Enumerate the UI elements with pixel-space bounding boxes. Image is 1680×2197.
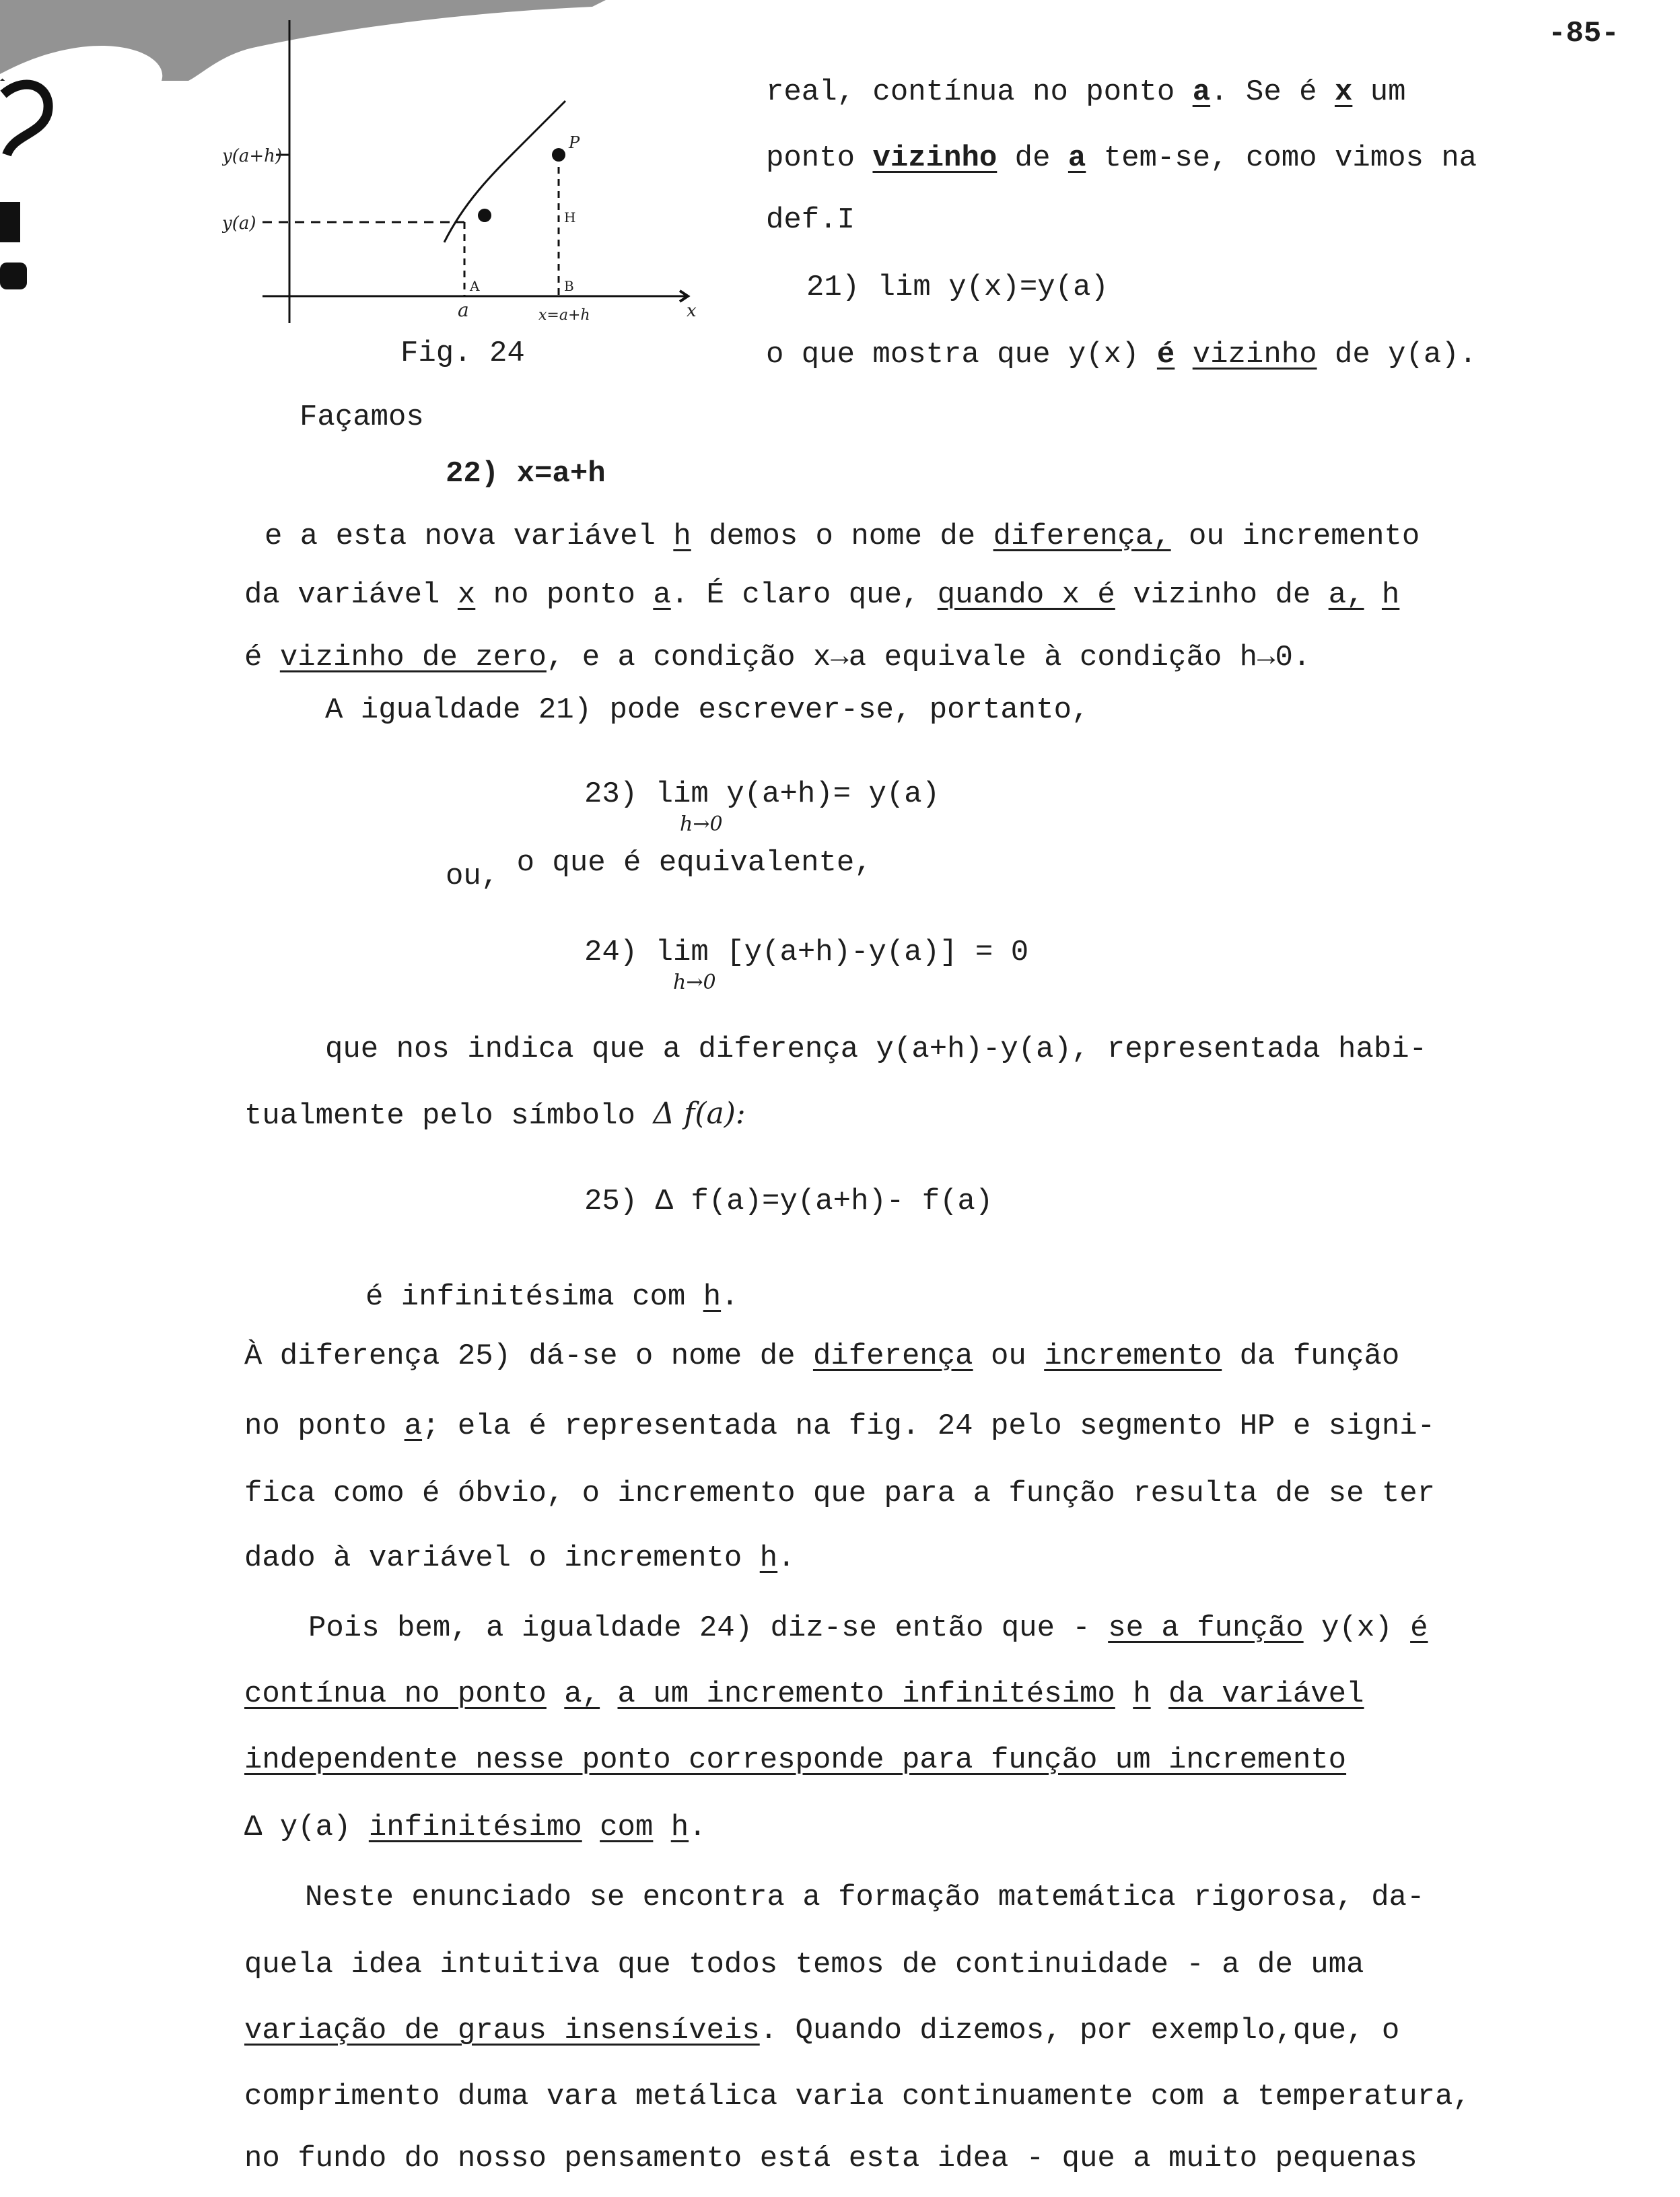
label-x-axis: x (687, 301, 697, 321)
p1-line-3: é vizinho de zero, e a condição x→a equivale à condição h→0. (244, 641, 1311, 674)
point-P (552, 148, 565, 162)
label-y-a: y(a) (222, 213, 256, 234)
point-A (478, 209, 491, 222)
p5-line-1: Neste enunciado se encontra a formação matemática rigorosa, da- (305, 1881, 1425, 1914)
p3-line-3: fica como é óbvio, o incremento que para a função resulta de se ter (244, 1477, 1436, 1510)
label-A: A (470, 278, 480, 294)
label-a: a (458, 299, 469, 321)
p4-line-4: Δ y(a) infinitésimo com h. (244, 1811, 707, 1844)
binding-marks (0, 61, 61, 303)
figure-24 (222, 20, 713, 337)
p4-line-2: contínua no ponto a, a um incremento infinitésimo h da variável (244, 1677, 1364, 1711)
p5-line-3: variação de graus insensíveis. Quando dizemos, por exemplo,que, o (244, 2014, 1400, 2048)
p1-line-4: A igualdade 21) pode escrever-se, portanto, (325, 693, 1090, 727)
infinitesima-line: é infinitésima com h. (365, 1280, 739, 1314)
page-number: -85- (1548, 17, 1619, 50)
p2-line-1: que nos indica que a diferença y(a+h)-y(a), representada habi- (325, 1033, 1428, 1066)
p3-line-2: no ponto a; ela é representada na fig. 24 pelo segmento HP e signi- (244, 1409, 1436, 1443)
ou-line: ou, o que é equivalente, (446, 846, 872, 893)
equation-22: 22) x=a+h (446, 457, 606, 491)
equation-23: 23) lim y(a+h)= y(a) (584, 777, 940, 811)
p3-line-1: À diferença 25) dá-se o nome de diferença ou incremento da função (244, 1339, 1400, 1373)
right-line-5: o que mostra que y(x) é vizinho de y(a). (766, 338, 1477, 372)
equation-24-subscript: h→0 (673, 971, 716, 994)
p5-line-4: comprimento duma vara metálica varia continuamente com a temperatura, (244, 2080, 1471, 2114)
label-x-eq: x=a+h (538, 307, 590, 324)
facamos: Façamos (300, 400, 424, 434)
right-line-2: ponto vizinho de a tem-se, como vimos na (766, 141, 1477, 175)
p3-line-4: dado à variável o incremento h. (244, 1541, 796, 1575)
right-line-1: real, contínua no ponto a. Se é x um (766, 75, 1406, 109)
p4-line-3: independente nesse ponto corresponde para função um incremento (244, 1743, 1347, 1777)
equation-23-subscript: h→0 (680, 812, 723, 836)
right-line-3: def.I (766, 203, 855, 237)
label-y-a-h: y(a+h) (222, 146, 283, 166)
label-B: B (564, 278, 574, 294)
p1-line-2: da variável x no ponto a. É claro que, quando x é vizinho de a, h (244, 578, 1400, 612)
label-H: H (564, 209, 576, 225)
p5-line-2: quela idea intuitiva que todos temos de continuidade - a de uma (244, 1948, 1364, 1982)
equation-25: 25) Δ f(a)=y(a+h)- f(a) (584, 1185, 993, 1218)
equation-24: 24) lim [y(a+h)-y(a)] = 0 (584, 936, 1029, 969)
p5-line-5: no fundo do nosso pensamento está esta idea - que a muito pequenas (244, 2142, 1418, 2175)
p4-line-1: Pois bem, a igualdade 24) diz-se então que - se a função y(x) é (308, 1611, 1428, 1645)
equation-21: 21) lim y(x)=y(a) (806, 271, 1109, 304)
p1-line-1: e a esta nova variável h demos o nome de diferença, ou incremento (265, 520, 1420, 553)
p2-line-2: tualmente pelo símbolo Δ f(a): (244, 1096, 746, 1133)
figure-caption: Fig. 24 (400, 337, 525, 370)
label-P: P (569, 133, 580, 152)
